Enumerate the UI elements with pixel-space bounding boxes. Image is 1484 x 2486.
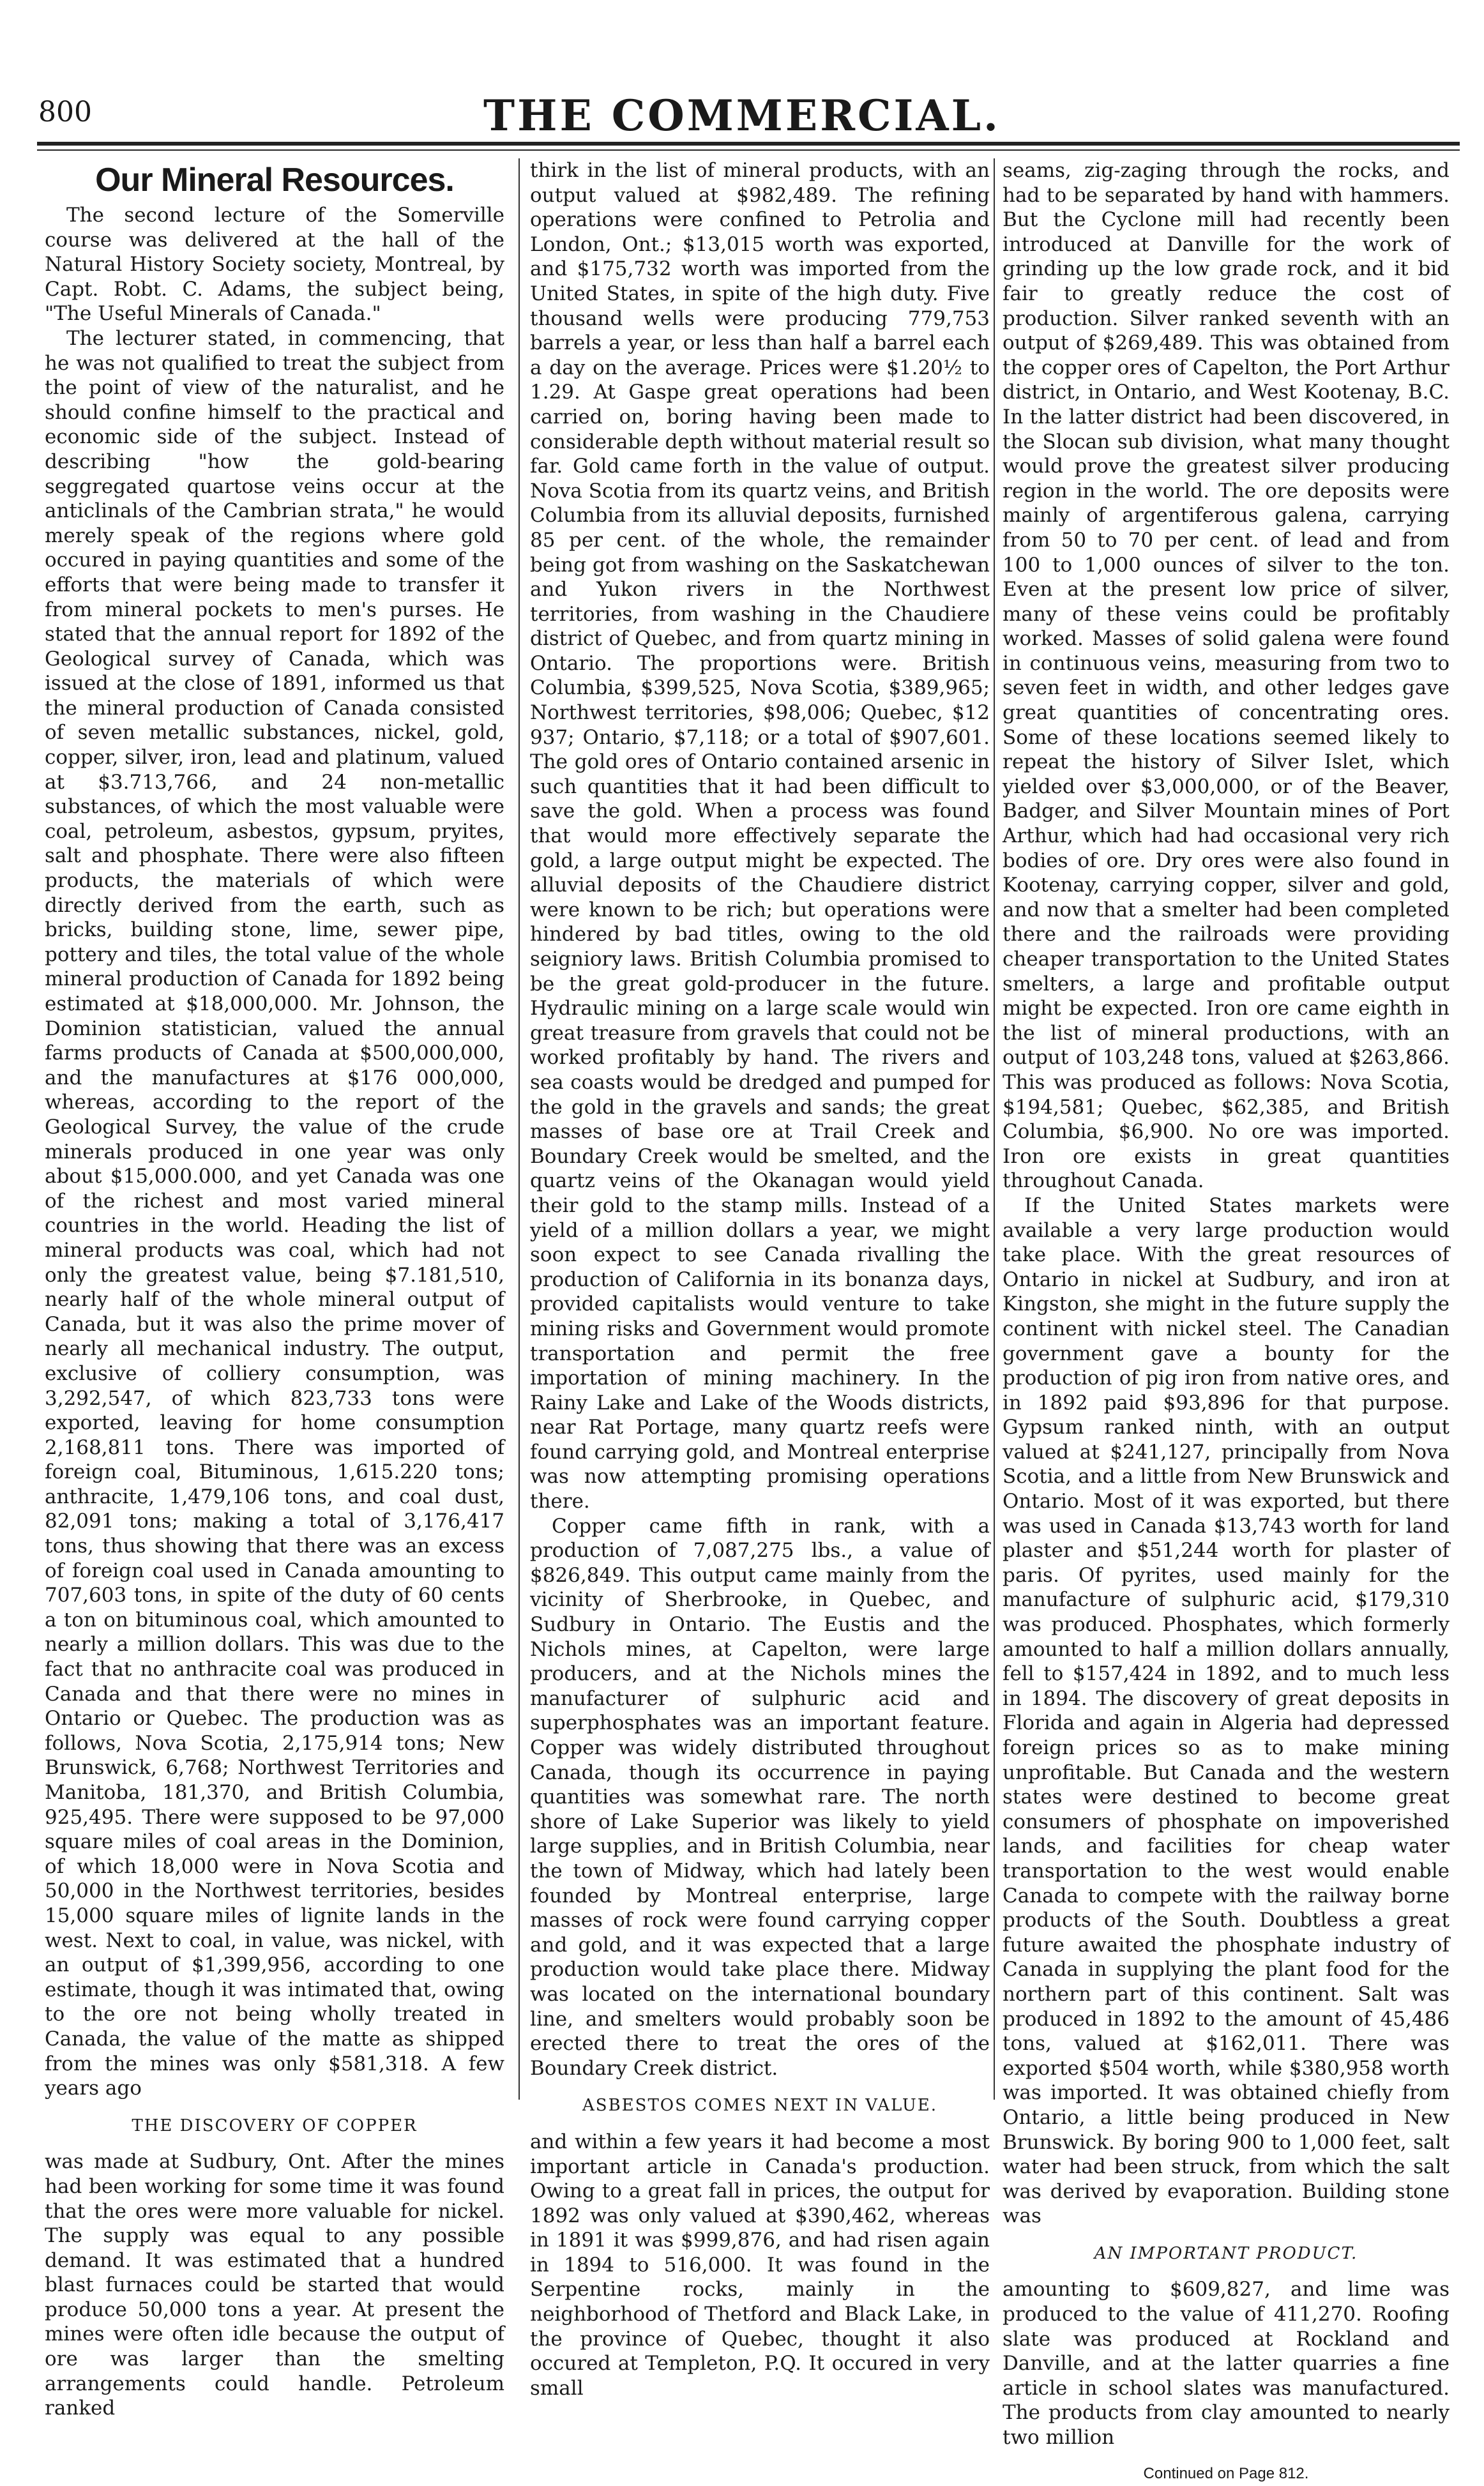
- masthead: THE COMMERCIAL.: [483, 91, 1001, 140]
- paragraph: amounting to $609,827, and lime was produced to the value of 411,270. Roofing slate was produced at Rockland and Danville, and at the latter quarries a fine article in school slates was manufactured. The products from clay amounted to nearly two million: [1003, 2278, 1450, 2450]
- column-divider: [994, 158, 995, 2100]
- subheading: THE DISCOVERY OF COPPER: [132, 2116, 418, 2135]
- continued-note: Continued on Page 812.: [1143, 2464, 1309, 2482]
- page-number: 800: [38, 96, 92, 128]
- paragraph: and within a few years it had become a most important article in Canada's production. Owing to a great fall in prices, the output for 1892 was only valued at $390,462, whereas in 1891 it was $999,876, and had risen again in 1894 to 516,000. It was found in the Serpentine rocks, mainly in the neighborhood of Thetford and Black Lake, in the province of Quebec, thought it also occured at Templeton, P.Q. It occured in very small: [530, 2130, 990, 2400]
- column-divider: [519, 158, 520, 2100]
- column-1: [45, 158, 504, 2420]
- column-3: [1003, 158, 1450, 2482]
- column-2: [530, 158, 990, 2400]
- paragraph: The second lecture of the Somerville course was delivered at the hall of the Natural History Society society, Montreal, by Capt. Robt. C. Adams, the subject being, "The Useful Minerals of Canada.": [45, 204, 504, 326]
- subheading: ASBESTOS COMES NEXT IN VALUE.: [582, 2096, 938, 2116]
- article-title: Our Mineral Resources.: [95, 162, 454, 199]
- subheading: AN IMPORTANT PRODUCT.: [1094, 2243, 1358, 2263]
- header-rule-thin: [37, 149, 1460, 151]
- paragraph: If the United States markets were available a very large production would take place. With the great resources of Ontario in nickel at Sudbury, and iron at Kingston, she might in the future supply the continent with nickel steel. The Canadian government gave a bounty for the production of pig iron from native ores, and in 1892 paid $93,896 for that purpose. Gypsum ranked ninth, with an output valued at $241,127, principally from Nova Scotia, and a little from New Brunswick and Ontario. Most of it was exported, but there was used in Canada $13,743 worth for land plaster and $51,244 worth for plaster of paris. Of pyrites, used mainly for the manufacture of sulphuric acid, $179,310 was produced. Phosphates, which formerly amounted to half a million dollars annually, fell to $157,424 in 1892, and to much less in 1894. The discovery of great deposits in Florida and again in Algeria had depressed foreign prices so as to make mining unprofitable. But Canada and the western states were destined to become great consumers of phosphate on impoverished lands, and facilities for cheap water transportation to the west would enable Canada to compete with the railway borne products of the South. Doubtless a great future awaited the phosphate industry of Canada in supplying the plant food for the northern part of this continent. Salt was produced in 1892 to the amount of 45,486 tons, valued at $162,011. There was exported $504 worth, while $380,958 worth was imported. It was obtained chiefly from Ontario, a little being produced in New Brunswick. By boring 900 to 1,000 feet, salt water had been struck, from which the salt was derived by evaporation. Building stone was: [1003, 1194, 1450, 2228]
- paragraph: The lecturer stated, in commencing, that he was not qualified to treat the subject from the point of view of the naturalist, and he should confine himself to the practical and economic side of the subject. Instead of describing "how the gold-bearing seggregated quartose veins occur at the anticlinals of the Cambrian strata," he would merely speak of the regions where gold occured in paying quantities and some of the efforts that were being made to transfer it from mineral pockets to men's purses. He stated that the annual report for 1892 of the Geological survey of Canada, which was issued at the close of 1891, informed us that the mineral production of Canada consisted of seven metallic substances, nickel, gold, copper, silver, iron, lead and platinum, valued at $3.713,766, and 24 non-metallic substances, of which the most valuable were coal, petroleum, asbestos, gypsum, pryites, salt and phosphate. There were also fifteen products, the materials of which were directly derived from the earth, such as bricks, building stone, lime, sewer pipe, pottery and tiles, the total value of the whole mineral production of Canada for 1892 being estimated at $18,000,000. Mr. Johnson, the Dominion statistician, valued the annual farms products of Canada at $500,000,000, and the manufactures at $176 000,000, whereas, according to the report of the Geological Survey, the value of the crude minerals produced in one year was only about $15,000.000, and yet Canada was one of the richest and most varied mineral countries in the world. Heading the list of mineral products was coal, which had not only the greatest value, being $7.181,510, nearly half of the whole mineral output of Canada, but it was also the prime mover of nearly all mechanical industry. The output, exclusive of colliery consumption, was 3,292,547, of which 823,733 tons were exported, leaving for home consumption 2,168,811 tons. There was imported of foreign coal, Bituminous, 1,615.220 tons; anthracite, 1,479,106 tons, and coal dust, 82,091 tons; making a total of 3,176,417 tons, thus showing that there was an excess of foreign coal used in Canada amounting to 707,603 tons, in spite of the duty of 60 cents a ton on bituminous coal, which amounted to nearly a million dollars. This was due to the fact that no anthracite coal was produced in Canada and that there were no mines in Ontario or Quebec. The production was as follows, Nova Scotia, 2,175,914 tons; New Brunswick, 6,768; Northwest Territories and Manitoba, 181,370, and British Columbia, 925,495. There were supposed to be 97,000 square miles of coal areas in the Dominion, of which 18,000 were in Nova Scotia and 50,000 in the Northwest territories, besides 15,000 square miles of lignite lands in the west. Next to coal, in value, was nickel, with an output of $1,399,956, according to one estimate, though it was intimated that, owing to the ore not being wholly treated in Canada, the value of the matte as shipped from the mines was only $581,318. A few years ago: [45, 326, 504, 2100]
- paragraph: was made at Sudbury, Ont. After the mines had been working for some time it was found that the ores were more valuable for nickel. The supply was equal to any possible demand. It was estimated that a hundred blast furnaces could be started that would produce 50,000 tons a year. At present the mines were often idle because the output of ore was larger than the smelting arrangements could handle. Petroleum ranked: [45, 2150, 504, 2420]
- paragraph: thirk in the list of mineral products, with an output valued at $982,489. The refining operations were confined to Petrolia and London, Ont.; $13,015 worth was exported, and $175,732 worth was imported from the United States, in spite of the high duty. Five thousand wells were producing 779,753 barrels a year, or less than half a barrel each a day on the average. Prices were $1.20½ to 1.29. At Gaspe great operations had been carried on, boring having been made to considerable depth without material result so far. Gold came forth in the value of output. Nova Scotia from its quartz veins, and British Columbia from its alluvial deposits, furnished 85 per cent. of the whole, the remainder being got from washing on the Saskatchewan and Yukon rivers in the Northwest territories, from washing in the Chaudiere district of Quebec, and from quartz mining in Ontario. The proportions were. British Columbia, $399,525, Nova Scotia, $389,965; Northwest territories, $98,006; Quebec, $12 937; Ontario, $7,118; or a total of $907,601. The gold ores of Ontario contained arsenic in such quantities that it had been difficult to save the gold. When a process was found that would more effectively separate the gold, a large output might be expected. The alluvial deposits of the Chaudiere district were known to be rich; but operations were hindered by bad titles, owing to the old seigniory laws. British Columbia promised to be the great gold-producer in the future. Hydraulic mining on a large scale would win great treasure from gravels that could not be worked profitably by hand. The rivers and sea coasts would be dredged and pumped for the gold in the gravels and sands; the great masses of base ore at Trail Creek and Boundary Creek would be smelted, and the quartz veins of the Okanagan would yield their gold to the stamp mills. Instead of a yield of a million dollars a year, we might soon expect to see Canada rivalling the production of California in its bonanza days, provided capitalists would venture to take mining risks and Government would promote transportation and permit the free importation of mining machinery. In the Rainy Lake and Lake of the Woods districts, near Rat Portage, many quartz reefs were found carrying gold, and Montreal enterprise was now attempting promising operations there.: [530, 159, 990, 1513]
- paragraph: seams, zig-zaging through the rocks, and had to be separated by hand with hammers. But the Cyclone mill had recently been introduced at Danville for the work of grinding up the low grade rock, and it bid fair to greatly reduce the cost of production. Silver ranked seventh with an output of $269,489. This was obtained from the copper ores of Capelton, the Port Arthur district, in Ontario, and West Kootenay, B.C. In the latter district had been discovered, in the Slocan sub division, what many thought would prove the greatest silver producing region in the world. The ore deposits were mainly of argentiferous galena, carrying from 50 to 70 per cent. of lead and from 100 to 1,000 ounces of silver to the ton. Even at the present low price of silver, many of these veins could be profitably worked. Masses of solid galena were found in continuous veins, measuring from two to seven feet in width, and other ledges gave great quantities of concentrating ores. Some of these locations seemed likely to repeat the history of Silver Islet, which yielded over $3,000,000, or of the Beaver, Badger, and Silver Mountain mines of Port Arthur, which had had occasional very rich bodies of ore. Dry ores were also found in Kootenay, carrying copper, silver and gold, and now that a smelter had been completed there and the railroads were providing cheaper transportation to the United States smelters, a large and profitable output might be expected. Iron ore came eighth in the list of mineral productions, with an output of 103,248 tons, valued at $263,866. This was produced as follows: Nova Scotia, $194,581; Quebec, $62,385, and British Columbia, $6,900. No ore was imported. Iron ore exists in great quantities throughout Canada.: [1003, 159, 1450, 1193]
- header-rule-thick: [37, 142, 1460, 146]
- paragraph: Copper came fifth in rank, with a production of 7,087,275 lbs., a value of $826,849. This output came mainly from the vicinity of Sherbrooke, in Quebec, and Sudbury in Ontario. The Eustis and the Nichols mines, at Capelton, were large producers, and at the Nichols mines the manufacturer of sulphuric acid and superphosphates was an important feature. Copper was widely distributed throughout Canada, though its occurrence in paying quantities was somewhat rare. The north shore of Lake Superior was likely to yield large supplies, and in British Columbia, near the town of Midway, which had lately been founded by Montreal enterprise, large masses of rock were found carrying copper and gold, and it was expected that a large production would take place there. Midway was located on the international boundary line, and smelters would probably soon be erected there to treat the ores of the Boundary Creek district.: [530, 1514, 990, 2080]
